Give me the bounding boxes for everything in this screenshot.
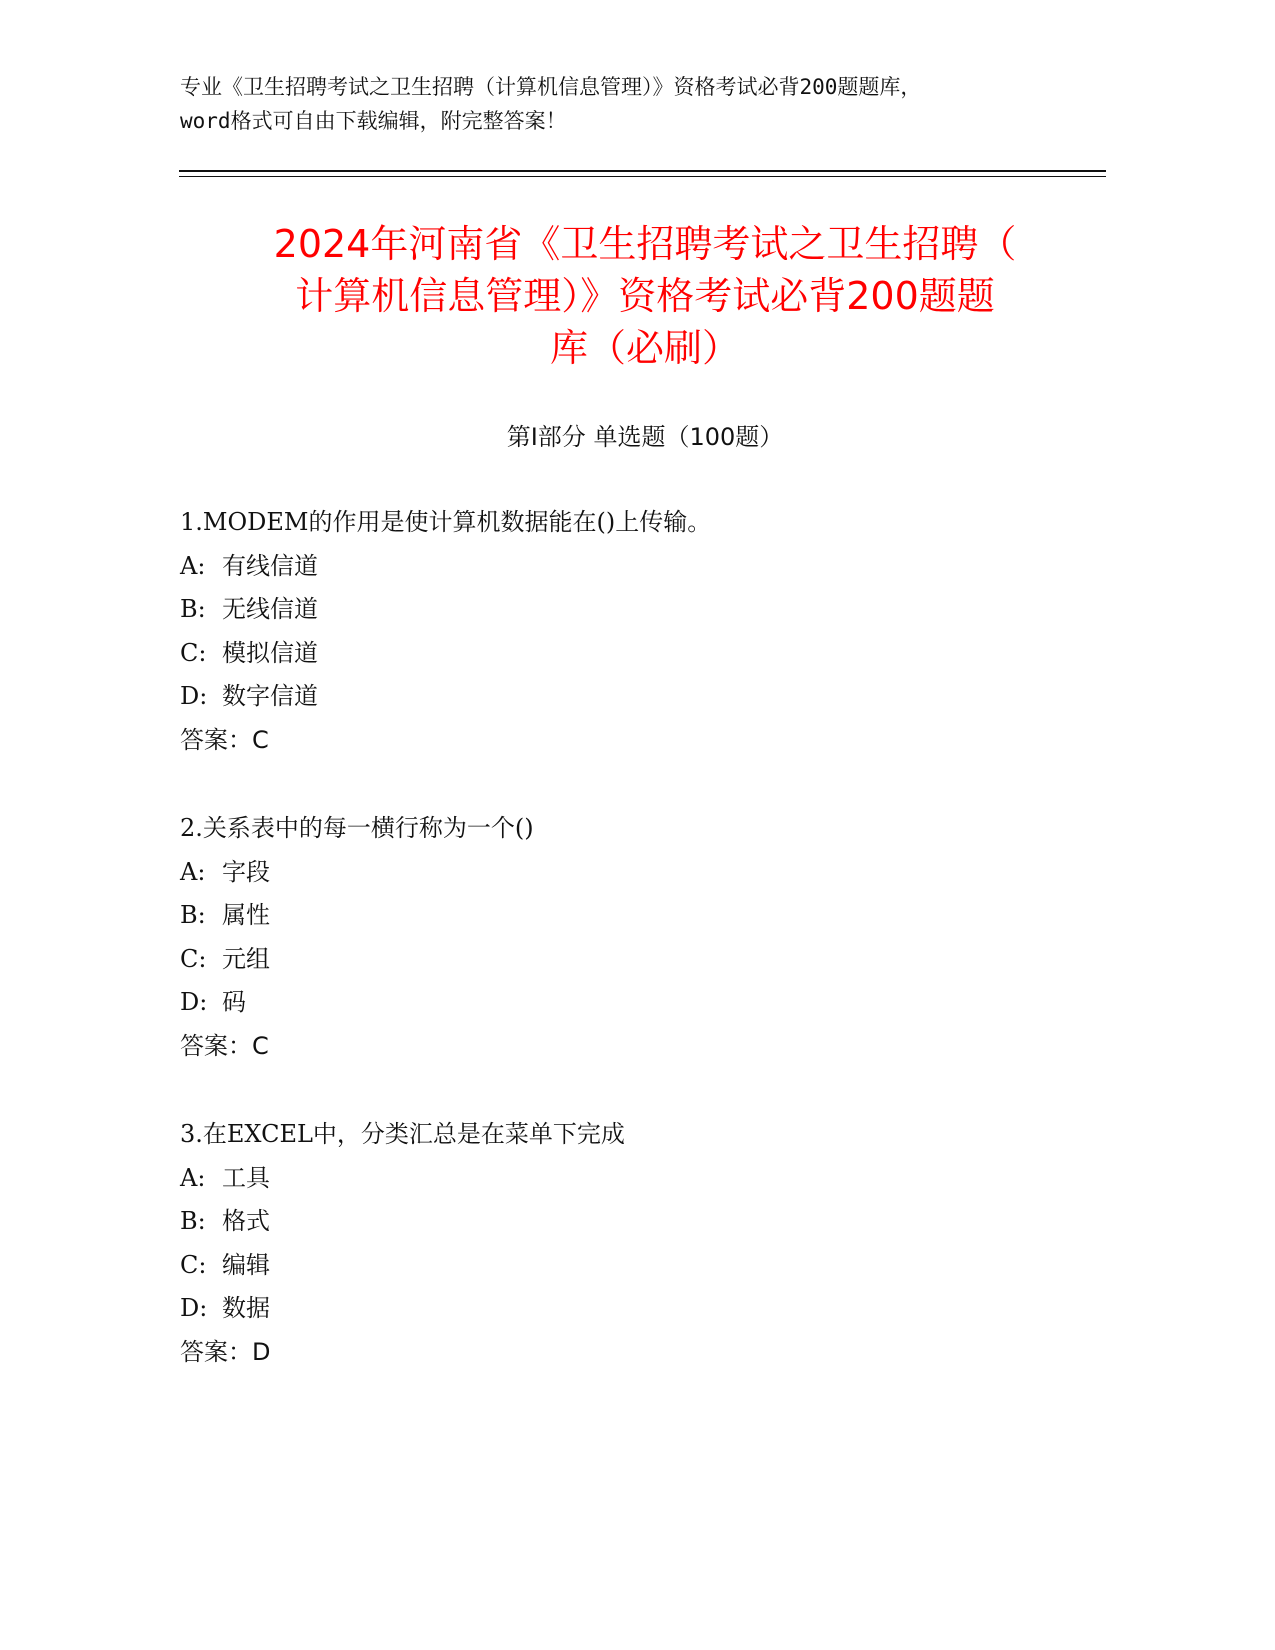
option-key: A: [180, 551, 206, 580]
question-2 [180, 813, 1080, 1074]
option-c [180, 944, 1080, 988]
option-text: 属性 [222, 901, 270, 929]
option-key: C: [180, 638, 207, 667]
option-d [180, 1293, 1080, 1337]
option-key: D: [180, 1294, 208, 1322]
option-b [180, 1206, 1080, 1250]
option-text: 字段 [222, 857, 270, 886]
option-text: 编辑 [222, 1250, 270, 1279]
section-title: 第Ⅰ部分 单选题（100题） [506, 423, 784, 451]
option-d [180, 681, 1080, 725]
option-b [180, 594, 1080, 638]
option-key: A: [180, 1163, 206, 1192]
option-key: D: [180, 682, 208, 710]
option-key: C: [180, 1250, 207, 1279]
option-a [180, 1163, 1080, 1207]
option-key: B: [180, 1207, 206, 1235]
option-b [180, 900, 1080, 944]
answer-line: 答案：C [180, 725, 269, 754]
option-text: 数字信道 [222, 682, 318, 710]
option-text: 数据 [222, 1294, 270, 1322]
answer-line: 答案：C [180, 1031, 269, 1060]
document-title-line-3: 库（必刷） [549, 326, 740, 370]
option-text: 无线信道 [222, 595, 318, 623]
question-stem: 3.在EXCEL中，分类汇总是在菜单下完成 [180, 1120, 625, 1148]
option-key: B: [180, 595, 206, 623]
question-3 [180, 1119, 1080, 1380]
option-d [180, 987, 1080, 1031]
answer-line: 答案：D [180, 1337, 271, 1366]
option-key: D: [180, 988, 208, 1016]
option-text: 有线信道 [222, 551, 318, 580]
option-key: B: [180, 901, 206, 929]
header-note [180, 70, 1110, 138]
document-title [150, 218, 1140, 374]
question-1 [180, 507, 1080, 768]
document-title-line-2: 计算机信息管理）》资格考试必背200题题 [295, 274, 995, 318]
question-stem: 2.关系表中的每一横行称为一个() [180, 814, 534, 842]
option-key: A: [180, 857, 206, 886]
header-divider-thick [179, 170, 1106, 172]
header-note-line-1: 专业《卫生招聘考试之卫生招聘（计算机信息管理）》资格考试必背200题题库， [180, 75, 922, 99]
option-text: 工具 [222, 1163, 270, 1192]
option-text: 元组 [222, 944, 270, 973]
option-a [180, 857, 1080, 901]
option-text: 模拟信道 [222, 638, 318, 667]
question-stem: 1.MODEM的作用是使计算机数据能在()上传输。 [180, 508, 712, 536]
option-c [180, 638, 1080, 682]
option-a [180, 551, 1080, 595]
option-text: 码 [222, 988, 246, 1016]
option-text: 格式 [222, 1207, 270, 1235]
option-c [180, 1250, 1080, 1294]
document-title-line-1: 2024年河南省《卫生招聘考试之卫生招聘（ [273, 222, 1017, 266]
option-key: C: [180, 944, 207, 973]
header-note-line-2: word格式可自由下载编辑，附完整答案！ [180, 109, 567, 133]
header-divider-thin [179, 176, 1106, 177]
